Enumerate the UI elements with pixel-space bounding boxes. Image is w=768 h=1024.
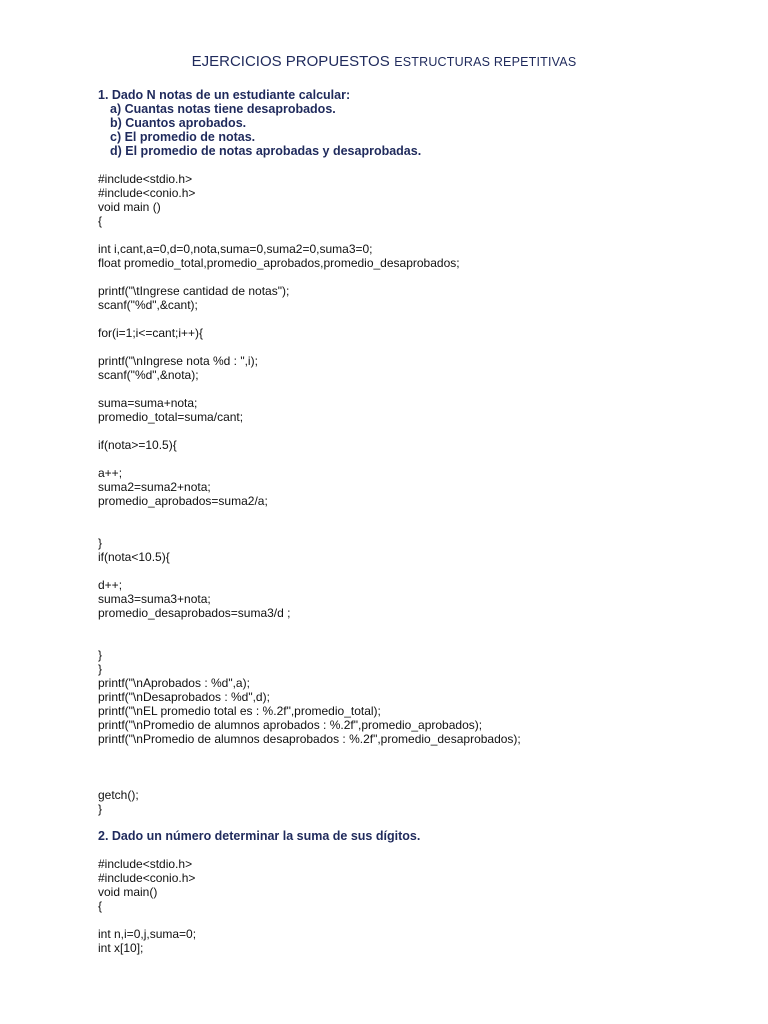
code-line: { [98,214,103,228]
code-line [98,340,521,354]
code-line: int n,i=0,j,suma=0; [98,927,197,941]
exercise-1-items [98,102,422,158]
code-line: promedio_desaprobados=suma3/d ; [98,606,291,620]
code-line: printf("\nPromedio de alumnos desaprobados : %.2f",promedio_desaprobados); [98,732,521,746]
code-line: } [98,536,103,550]
code-line [98,508,521,522]
exercise-1-statement [98,88,422,158]
code-line [98,424,521,438]
code-line: suma2=suma2+nota; [98,480,211,494]
document-title [0,53,768,71]
code-line: for(i=1;i<=cant;i++){ [98,326,204,340]
code-line: suma=suma+nota; [98,396,198,410]
code-line [98,228,521,242]
code-line: promedio_total=suma/cant; [98,410,244,424]
code-line: printf("\nDesaprobados : %d",d); [98,690,270,704]
code-line [98,452,521,466]
code-line: void main () [98,200,161,214]
code-line: printf("\tIngrese cantidad de notas"); [98,284,290,298]
code-line [98,382,521,396]
exercise-1-code-block [98,172,521,816]
code-line: { [98,899,103,913]
code-line: #include<conio.h> [98,871,196,885]
code-line [98,913,196,927]
code-line [98,634,521,648]
code-line: promedio_aprobados=suma2/a; [98,494,268,508]
code-line: void main() [98,885,158,899]
exercise-2-code-block [98,857,196,955]
code-line [98,270,521,284]
exercise-1-item-b: b) Cuantos aprobados. [110,116,247,130]
code-line: getch(); [98,788,139,802]
code-line: int x[10]; [98,941,144,955]
exercise-2-statement [98,829,420,843]
code-line: suma3=suma3+nota; [98,592,211,606]
exercise-1-item-c: c) El promedio de notas. [110,130,256,144]
code-line: if(nota>=10.5){ [98,438,177,452]
code-line: } [98,648,103,662]
exercise-1-item-d: d) El promedio de notas aprobadas y desaprobadas. [110,144,422,158]
exercise-1-item-a: a) Cuantas notas tiene desaprobados. [110,102,336,116]
code-line [98,760,521,774]
exercise-2-heading: 2. Dado un número determinar la suma de sus dígitos. [98,829,421,843]
code-line: #include<stdio.h> [98,172,193,186]
code-line [98,522,521,536]
code-line [98,746,521,760]
title-main: EJERCICIOS PROPUESTOS [191,53,390,70]
code-line: } [98,662,103,676]
code-line [98,774,521,788]
code-line: a++; [98,466,123,480]
code-line: } [98,802,103,816]
code-line [98,620,521,634]
code-line: #include<conio.h> [98,186,196,200]
code-line [98,564,521,578]
code-line: if(nota<10.5){ [98,550,170,564]
code-line: scanf("%d",&nota); [98,368,199,382]
code-line: d++; [98,578,123,592]
exercise-1-heading: 1. Dado N notas de un estudiante calcular: [98,88,351,102]
title-subtitle: ESTRUCTURAS REPETITIVAS [394,55,577,69]
code-line: int i,cant,a=0,d=0,nota,suma=0,suma2=0,suma3=0; [98,242,373,256]
code-line: printf("\nEL promedio total es : %.2f",promedio_total); [98,704,381,718]
code-line: scanf("%d",&cant); [98,298,198,312]
code-line [98,312,521,326]
code-line: #include<stdio.h> [98,857,193,871]
code-line: float promedio_total,promedio_aprobados,promedio_desaprobados; [98,256,460,270]
code-line: printf("\nPromedio de alumnos aprobados : %.2f",promedio_aprobados); [98,718,483,732]
code-line: printf("\nAprobados : %d",a); [98,676,250,690]
code-line: printf("\nIngrese nota %d : ",i); [98,354,258,368]
